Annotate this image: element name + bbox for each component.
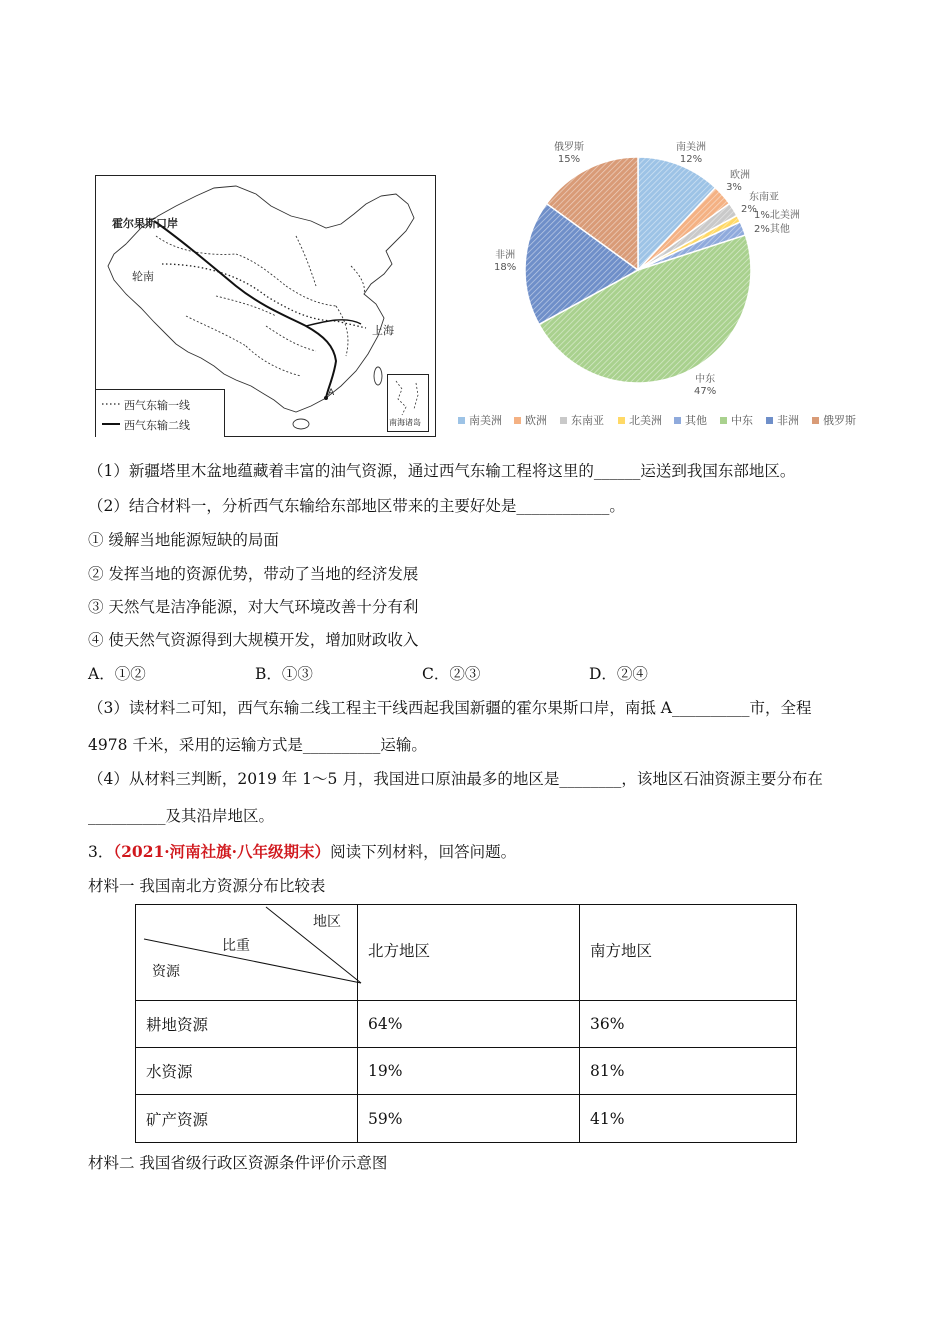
row-name: 水资源 — [136, 1048, 358, 1095]
row-north-value: 59% — [358, 1095, 580, 1143]
row-south-value: 41% — [580, 1095, 797, 1143]
pie-label-other: 2%其他 — [754, 224, 790, 235]
option-3: ③ 天然气是洁净能源，对大气环境改善十分有利 — [88, 598, 419, 616]
legend-africa: 非洲 — [766, 412, 799, 428]
resource-table — [135, 904, 797, 1143]
question-4a: （4）从材料三判断，2019 年 1～5 月，我国进口原油最多的地区是________，该地区石油资源主要分布在 — [88, 770, 823, 788]
option-2: ② 发挥当地的资源优势，带动了当地的经济发展 — [88, 565, 419, 583]
pie-label-north-america: 1%北美洲 — [754, 210, 800, 221]
choice-a[interactable]: A．①② — [88, 665, 146, 683]
diag-label-region: 地区 — [313, 914, 341, 930]
question-3b: 4978 千米，采用的运输方式是__________运输。 — [88, 736, 427, 754]
table-row — [136, 1095, 797, 1143]
choice-b[interactable]: B．①③ — [255, 665, 313, 683]
hainan-island — [293, 419, 309, 429]
col-header-north: 北方地区 — [358, 905, 580, 1001]
question-3-number: 3． — [88, 843, 114, 861]
row-north-value: 64% — [358, 1001, 580, 1048]
question-3-source: （2021·河南社旗·八年级期末） — [113, 842, 331, 861]
taiwan-island — [374, 367, 382, 385]
pie-label-europe: 欧洲 3% — [726, 170, 750, 193]
option-4: ④ 使天然气资源得到大规模开发，增加财政收入 — [88, 631, 419, 649]
material-2-title: 材料二 我国省级行政区资源条件评价示意图 — [88, 1154, 388, 1172]
question-3a: （3）读材料二可知，西气东输二线工程主干线西起我国新疆的霍尔果斯口岸，南抵 A__________市，全程 — [88, 699, 812, 717]
pipeline-line-2 — [154, 221, 336, 398]
row-south-value: 81% — [580, 1048, 797, 1095]
south-china-sea-inset — [387, 374, 429, 432]
pie-label-russia: 俄罗斯 15% — [554, 142, 584, 165]
pie-label-africa: 非洲 18% — [494, 250, 517, 273]
pie-label-middle-east: 中东 47% — [694, 374, 717, 397]
diagonal-header-cell — [136, 905, 358, 1001]
legend-other: 其他 — [674, 412, 707, 428]
pipeline-line-1 — [162, 264, 366, 328]
legend-north-america: 北美洲 — [618, 412, 662, 428]
legend-middle-east: 中东 — [720, 412, 753, 428]
material-1-title: 材料一 我国南北方资源分布比较表 — [88, 877, 326, 895]
question-2: （2）结合材料一，分析西气东输给东部地区带来的主要好处是____________。 — [88, 497, 625, 515]
legend-line-2: 西气东输二线 — [124, 419, 190, 432]
map-label-shanghai: 上海 — [372, 324, 394, 337]
question-3-heading — [88, 840, 516, 862]
question-4b: __________及其沿岸地区。 — [88, 807, 275, 825]
map-label-horgos: 霍尔果斯口岸 — [112, 217, 178, 230]
map-label-a: A — [328, 388, 335, 398]
row-name: 矿产资源 — [136, 1095, 358, 1143]
table-header-row — [136, 905, 797, 1001]
legend-south-america: 南美洲 — [458, 412, 502, 428]
legend-line-1: 西气东输一线 — [124, 399, 190, 412]
inset-label: 南海诸岛 — [389, 418, 421, 427]
pipeline-map — [95, 175, 436, 437]
row-north-value: 19% — [358, 1048, 580, 1095]
pie-svg — [458, 130, 878, 410]
oil-import-pie-chart — [458, 130, 878, 440]
map-legend — [96, 389, 225, 437]
col-header-south: 南方地区 — [580, 905, 797, 1001]
legend-southeast-asia: 东南亚 — [560, 412, 604, 428]
pie-label-southeast-asia: 东南亚 2% — [741, 192, 779, 215]
map-label-lunnan: 轮南 — [132, 270, 154, 283]
choice-d[interactable]: D．②④ — [589, 665, 648, 683]
row-name: 耕地资源 — [136, 1001, 358, 1048]
diag-label-resource: 资源 — [152, 964, 180, 980]
option-1: ① 缓解当地能源短缺的局面 — [88, 531, 279, 549]
legend-russia: 俄罗斯 — [812, 412, 856, 428]
pie-label-south-america: 南美洲 12% — [676, 142, 706, 165]
legend-europe: 欧洲 — [514, 412, 547, 428]
row-south-value: 36% — [580, 1001, 797, 1048]
question-1: （1）新疆塔里木盆地蕴藏着丰富的油气资源，通过西气东输工程将这里的______运送到我国东部地区。 — [88, 462, 796, 480]
question-3-text: 阅读下列材料，回答问题。 — [330, 843, 517, 861]
choice-c[interactable]: C．②③ — [422, 665, 481, 683]
table-row — [136, 1001, 797, 1048]
diag-label-ratio: 比重 — [222, 938, 250, 954]
table-row — [136, 1048, 797, 1095]
